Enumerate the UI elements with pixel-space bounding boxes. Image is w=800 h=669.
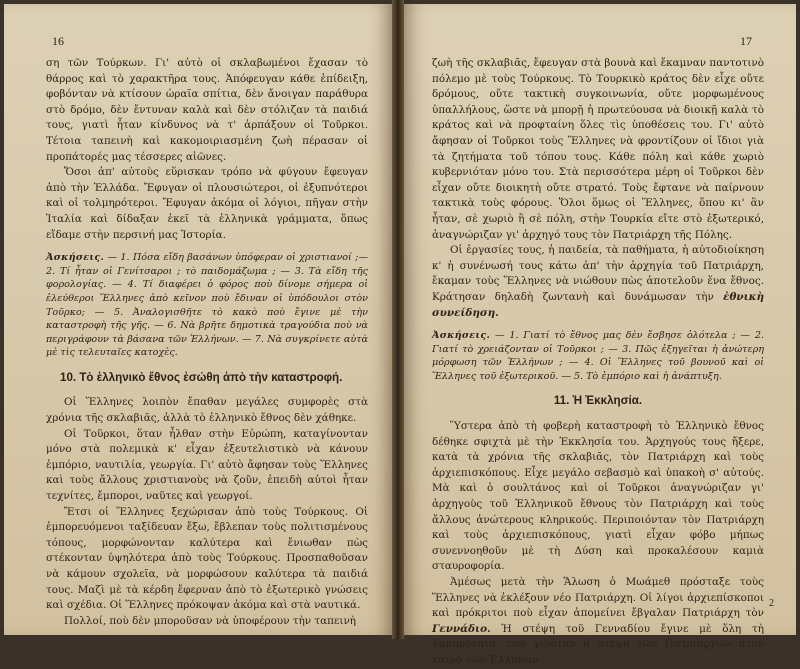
paragraph: Ἔτσι οἱ Ἕλληνες ξεχώρισαν ἀπὸ τοὺς Τούρκους. Οἱ ἐμπορευόμενοι ταξίδευαν ἔξω, ἔβλεπαν τοὺς πολιτισμένους τόπους, μορφώνονταν καλύτερα καὶ ἔνιωθαν πὼς στέκονταν ὑψηλότερα ἀπὸ τοὺς Τούρκους. Προσπαθοῦσαν νὰ κάμουν σχολεῖα, νὰ μορφώσουν καλύτερα τὰ παιδιά τους. Μαζὶ μὲ τὰ κέρδη ἔφερναν ἀπὸ τὸ ἐξωτερικὸ γνώσεις καὶ σχέδια. Οἱ Ἕλληνες πρόκοψαν ἀκόμα καὶ στὰ ναυτικά. — [46, 505, 368, 612]
right-page-text — [432, 56, 764, 669]
section-heading: 10. Τὸ ἑλληνικὸ ἔθνος ἐσώθη ἀπὸ τὴν καταστροφή. — [60, 370, 343, 384]
exercises-text: — 1. Γιατί τὸ ἔθνος μας δὲν ἔσβησε ὁλότελα ; — 2. Γιατί τὸ χρειάζονταν οἱ Τοῦρκοι ; — 3. Πῶς ἐξηγεῖται ἡ ἀνώτερη μόρφωση τῶν Ἑλλήνων ; — 4. Οἱ Ἕλληνες τοῦ βουνοῦ καὶ οἱ Ἕλληνες τοῦ ἐξωτερικοῦ. — 5. Τὸ ἐμπόριο καὶ ἡ ἀνάπτυξη. — [432, 330, 764, 382]
corner-mark: 2 — [769, 598, 774, 609]
bold-name: Γεννάδιο. — [432, 622, 491, 635]
paragraph — [432, 575, 764, 669]
left-page-text — [46, 56, 368, 629]
exercises-text: — 1. Πόσα εἴδη βασάνων ὑπόφεραν οἱ χριστιανοί ;— 2. Τί ἦταν οἱ Γενίτσαροι ; τὸ παιδομάζωμα ; — 3. Τὰ εἴδη τῆς φορολογίας. — 4. Τί διαφέρει ὁ φόρος ποὺ δίνομε σήμερα οἱ ἐλεύθεροι Ἕλληνες ἀπὸ κεῖνον ποὺ ἔδιναν οἱ ὑπόδουλοι στὸν Τοῦρκο; — 5. Ἀναλογισθῆτε τὸ κακὸ ποὺ ἔγινε μὲ τὴν καταστροφὴ τῆς γῆς. — 6. Νὰ βρῆτε δημοτικὰ τραγούδια ποὺ νὰ περιγράφουν τὰ βάσανα τῶν Ἑλλήνων. — 7. Νὰ συγκρίνετε αὐτὰ μὲ τὶς τελευταῖες κατοχὲς. — [46, 252, 368, 359]
paragraph-text: Ἀμέσως μετὰ τὴν Ἅλωση ὁ Μωάμεθ πρόσταξε τοὺς Ἕλληνες νὰ ἐκλέξουν νέο Πατριάρχη. Οἱ λίγοι ἀρχιεπίσκοποι καὶ πρόκριτοι ποὺ εἶχαν ἀπομείνει ἔβγαλαν Πατριάρχη τὸν — [432, 576, 764, 620]
paragraph: Οἱ Τοῦρκοι, ὅταν ἦλθαν στὴν Εὐρώπη, καταγίνονταν μόνο στὰ πολεμικὰ κ' εἶχαν ἐξευτελιστικὸ νὰ κάνουν ἐμπόριο, ναυτιλία, γεωργία. Γι' αὐτὸ ἄφησαν τοὺς Ἕλληνες καὶ τοὺς ἄλλους χριστιανοὺς νὰ ζοῦν, ἐπειδὴ αὐτοὶ ἦταν τεχνίτες, ἔμποροι, ναῦτες καὶ γεωργοί. — [46, 427, 368, 503]
paragraph-text: Ἡ στέψη τοῦ Γενναδίου ἔγινε μὲ ὅλη τὴ λαμπρότητα, ποὺ γινόταν ἡ στέψη τῶν Πατριαρχῶν στὸν καιρὸ τῶν Ἑλλήνων — [432, 622, 764, 666]
right-page — [404, 4, 796, 666]
paragraph: Ὕστερα ἀπὸ τὴ φοβερὴ καταστροφὴ τὸ Ἑλληνικὸ ἔθνος δέθηκε σφιχτὰ μὲ τὴν Ἐκκλησία του. Ἀρχηγούς τους ἤξερε, κατὰ τὰ χρόνια τῆς σκλαβιᾶς, τὸν Πατριάρχη καὶ τοὺς ἀρχιεπισκόπους. Εἶχε μεγάλο σεβασμὸ καὶ ὑπακοὴ σ' αὐτούς. Μὰ καὶ ὁ σουλτάνος καὶ οἱ Τοῦρκοι ἀναγνώριζαν γι' ἀρχηγοὺς τοῦ Ἑλληνικοῦ ἔθνους τὸν Πατριάρχη καὶ τοὺς ἄλλους ἀνώτερους κληρικούς. Περιποιόνταν τὸν Πατριάρχη καὶ τοὺς ἀρχιεπισκόπους, γιατὶ εἶχαν φόβο μήπως συνεννοηθοῦν μὲ τὴ Δύση καὶ προκαλέσουν καμιὰ σταυροφορία. — [432, 420, 764, 573]
left-page — [4, 4, 392, 635]
bold-phrase: ἐθνικὴ συνείδηση. — [432, 290, 764, 319]
paragraph — [432, 243, 764, 321]
page-number-left: 16 — [52, 34, 64, 48]
book-gutter — [392, 0, 404, 639]
exercises-block — [46, 251, 368, 360]
paragraph: ση τῶν Τούρκων. Γι' αὐτὸ οἱ σκλαβωμένοι ἔχασαν τὸ θάρρος καὶ τὸ χαρακτῆρα τους. Ἀπόφευγαν κάθε ἐπίδειξη, φοβόνταν νὰ κτίσουν ὡραῖα σπίτια, δὲν ἄνοιγαν παράθυρα στὸ δρόμο, δὲν ἔντυναν καλὰ καὶ δὲν στόλιζαν τὰ παιδιά τους, γιατὶ ἦταν κίνδυνος νὰ τ' ἁρπάξουν οἱ Τοῦρκοι. Τέτοια ταπεινὴ καὶ κακομοιριασμένη ζωὴ πέρασαν οἱ προπάτορές μας τέσσερες αἰῶνες. — [46, 57, 368, 163]
exercises-label: Ἀσκήσεις. — [46, 252, 105, 264]
paragraph: Ὅσοι ἀπ' αὐτοὺς εὕρισκαν τρόπο νὰ φύγουν ἔφευγαν ἀπὸ τὴν Ἑλλάδα. Ἔφυγαν οἱ πλουσιώτεροι, οἱ ἐξυπνότεροι καὶ οἱ τολμηρότεροι. Ἔφυγαν ἀκόμα οἱ λόγιοι, πῆγαν στὴν Ἰταλία καὶ δίδαξαν ἐκεῖ τὰ ἑλληνικὰ γράμματα, ὅπως εἴδαμε στὴν περσινή μας Ἱστορία. — [46, 166, 368, 241]
paragraph: Πολλοί, ποὺ δὲν μποροῦσαν νὰ ὑποφέρουν τὴν ταπεινὴ — [64, 614, 357, 627]
paragraph: Οἱ Ἕλληνες λοιπὸν ἔπαθαν μεγάλες συμφορὲς στὰ χρόνια τῆς σκλαβιᾶς, ἀλλὰ τὸ ἑλληνικὸ ἔθνος δὲν χάθηκε. — [46, 396, 368, 425]
section-heading: 11. Ἡ Ἐκκλησία. — [553, 394, 643, 408]
exercises-block — [432, 329, 764, 383]
exercises-label: Ἀσκήσεις. — [432, 330, 491, 342]
paragraph: ζωὴ τῆς σκλαβιᾶς, ἔφευγαν στὰ βουνὰ καὶ ἔκαμναν παντοτινὸ πόλεμο μὲ τοὺς Τούρκους. Τὸ Τουρκικὸ κράτος δὲν εἶχε οὔτε δρόμους, οὔτε τακτικὴ συγκοινωνία, οὔτε μορφωμένους ὑπαλλήλους, ὥστε νὰ μπορῇ ἡ πρωτεύουσα νὰ διοικῇ καλὰ τὸ κράτος καὶ νὰ προφταίνη ὅλες τὶς ὑποθέσεις του. Γι' αὐτὸ ἄφησαν οἱ Τοῦρκοι τοὺς Ἕλληνες νὰ φροντίζουν οἱ ἴδιοι γιὰ τὰ ζητήματα τοῦ τόπου τους. Κάθε πόλη καὶ κάθε χωριὸ κυβερνιόταν μόνο του. Στὰ περισσότερα μέρη οἱ Τοῦρκοι δὲν εἶχαν οὔτε διοικητὴ οὔτε στρατό. Τοὺς ἔφτανε νὰ παίρνουν τακτικὰ τοὺς φόρους. Ὅλοι ὅμως οἱ Ἕλληνες, ὅπου κι' ἂν ἦταν, σὲ χωριὸ ἢ σὲ πόλη, στὴν Τουρκία εἴτε στὸ ἐξωτερικό, ἀναγνώριζαν γι' ἀρχηγό τους τὸν Πατριάρχη τῆς Πόλης. — [432, 57, 764, 241]
paragraph-text: Οἱ ἐργασίες τους, ἡ παιδεία, τὰ παθήματα, ἡ αὐτοδιοίκηση κ' ἡ συνένωσή τους κάτω ἀπ' τὴν ἀρχηγία τοῦ Πατριάρχη, ἔκαμαν τοὺς Ἕλληνες νὰ νιώθουν πὼς ἀποτελοῦν ἕνα ἔθνος. Κράτησαν δηλαδὴ ζωντανὴ καὶ δυνάμωσαν τὴν — [432, 244, 764, 303]
page-number-right: 17 — [740, 34, 752, 48]
